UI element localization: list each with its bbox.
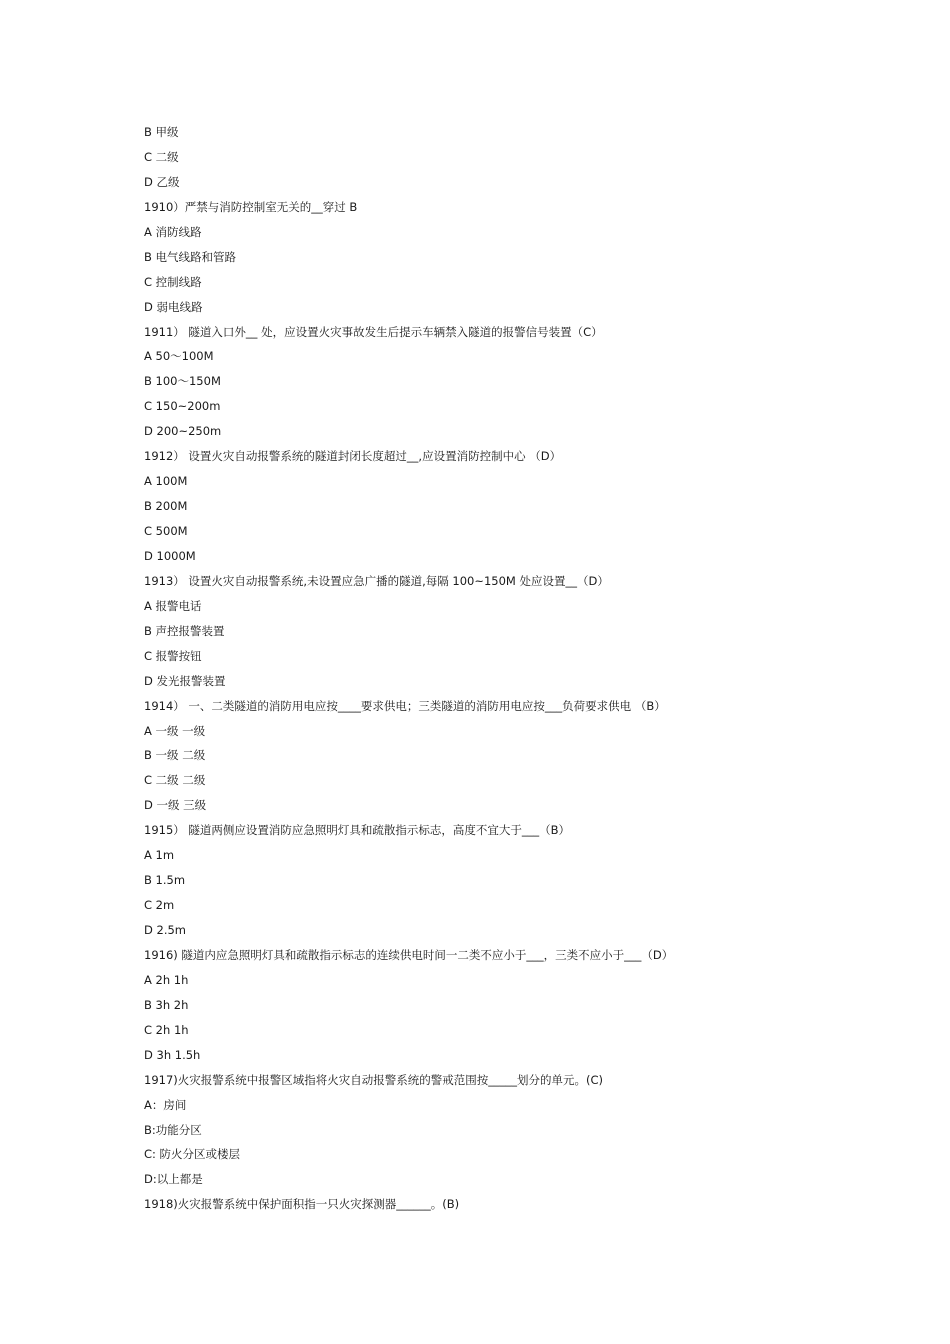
option-line: B 声控报警装置 (144, 623, 225, 638)
option-line: B 3h 2h (144, 997, 189, 1012)
question-line: 1915） 隧道两侧应设置消防应急照明灯具和疏散指示标志，高度不宜大于___（B） (144, 823, 571, 838)
option-line: C 2h 1h (144, 1022, 189, 1037)
question-line: 1910）严禁与消防控制室无关的__穿过 B (144, 199, 358, 214)
option-line: C: 防火分区或楼层 (144, 1147, 241, 1162)
option-line: D 2.5m (144, 923, 187, 937)
question-line: 1912） 设置火灾自动报警系统的隧道封闭长度超过__,应设置消防控制中心 （D） (144, 449, 562, 464)
option-line: C 500M (144, 524, 188, 538)
question-line: 1913） 设置火灾自动报警系统,未设置应急广播的隧道,每隔 100~150M 处应设置__（D） (144, 573, 609, 588)
option-line: C 二级 (144, 149, 179, 164)
question-line: 1917)火灾报警系统中报警区域指将火灾自动报警系统的警戒范围按_____划分的单元。(C) (144, 1072, 604, 1087)
option-line: A 2h 1h (144, 972, 189, 987)
option-line: A：房间 (144, 1097, 187, 1112)
option-line: B 100～150M (144, 374, 221, 389)
option-line: A 一级 一级 (144, 723, 206, 738)
question-line: 1918)火灾报警系统中保护面积指一只火灾探测器______。(B) (144, 1197, 460, 1212)
option-line: D 乙级 (144, 174, 180, 189)
option-line: D 3h 1.5h (144, 1047, 201, 1062)
question-line: 1911） 隧道入口外__ 处，应设置火灾事故发生后提示车辆禁入隧道的报警信号装置（C） (144, 324, 603, 339)
question-line: 1914） 一、二类隧道的消防用电应按____要求供电；三类隧道的消防用电应按___负荷要求供电 （B） (144, 698, 666, 713)
option-line: C 控制线路 (144, 274, 202, 289)
option-line: D:以上都是 (144, 1172, 203, 1187)
option-line: A 100M (144, 474, 188, 489)
option-line: C 150~200m (144, 399, 221, 414)
option-line: D 200~250m (144, 424, 222, 439)
option-line: B 200M (144, 499, 188, 514)
option-line: C 2m (144, 898, 175, 913)
option-line: A 消防线路 (144, 224, 202, 239)
question-list (144, 120, 904, 1217)
option-line: D 发光报警装置 (144, 673, 226, 688)
option-line: D 弱电线路 (144, 299, 203, 314)
option-line: B 1.5m (144, 873, 186, 888)
option-line: B:功能分区 (144, 1122, 202, 1137)
option-line: D 1000M (144, 548, 196, 563)
option-line: B 电气线路和管路 (144, 249, 237, 264)
option-line: B 甲级 (144, 125, 179, 139)
question-line: 1916) 隧道内应急照明灯具和疏散指示标志的连续供电时间一二类不应小于___，三类不应小于___（D） (144, 947, 674, 962)
option-line: A 50～100M (144, 349, 214, 364)
option-line: C 报警按钮 (144, 648, 202, 663)
option-line: A 报警电话 (144, 598, 202, 613)
option-line: C 二级 二级 (144, 773, 206, 788)
option-line: D 一级 三级 (144, 798, 207, 813)
option-line: A 1m (144, 848, 175, 863)
option-line: B 一级 二级 (144, 748, 206, 763)
